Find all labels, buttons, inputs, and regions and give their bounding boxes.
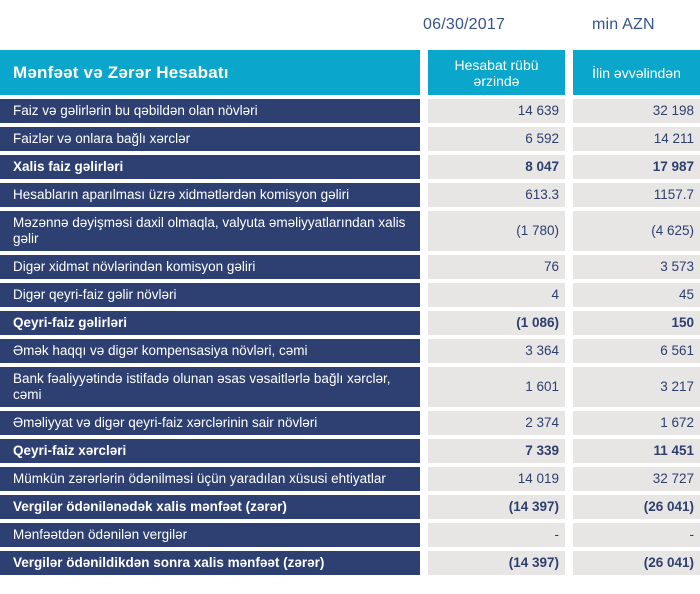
table-row — [0, 465, 700, 493]
cell-ytd: 150 — [569, 309, 700, 337]
row-label: Əmək haqqı və digər kompensasiya növləri, cəmi — [0, 337, 424, 365]
column-header-quarter: Hesabat rübü ərzində — [424, 50, 569, 97]
table-row — [0, 365, 700, 409]
table-row — [0, 181, 700, 209]
table-row — [0, 281, 700, 309]
row-label: Qeyri-faiz xərcləri — [0, 437, 424, 465]
cell-quarter: 8 047 — [424, 153, 569, 181]
cell-quarter: (14 397) — [424, 493, 569, 521]
cell-quarter: 76 — [424, 253, 569, 281]
table-row — [0, 549, 700, 577]
row-label: Xalis faiz gəlirləri — [0, 153, 424, 181]
column-header-ytd: İlin əvvəlindən — [569, 50, 700, 97]
row-label: Faizlər və onlara bağlı xərclər — [0, 125, 424, 153]
report-date: 06/30/2017 — [423, 16, 506, 33]
cell-quarter: 1 601 — [424, 365, 569, 409]
cell-quarter: 7 339 — [424, 437, 569, 465]
table-row — [0, 153, 700, 181]
cell-quarter: 3 364 — [424, 337, 569, 365]
cell-ytd: 11 451 — [569, 437, 700, 465]
table-title: Mənfəət və Zərər Hesabatı — [0, 50, 424, 97]
report-meta-bar — [0, 0, 700, 50]
table-row — [0, 209, 700, 253]
table-row — [0, 337, 700, 365]
row-label: Digər qeyri-faiz gəlir növləri — [0, 281, 424, 309]
cell-quarter: 2 374 — [424, 409, 569, 437]
cell-quarter: 4 — [424, 281, 569, 309]
row-label: Vergilər ödənildikdən sonra xalis mənfəət (zərər) — [0, 549, 424, 577]
row-label: Digər xidmət növlərindən komisyon gəliri — [0, 253, 424, 281]
cell-quarter: 613.3 — [424, 181, 569, 209]
cell-ytd: 3 217 — [569, 365, 700, 409]
cell-ytd: 6 561 — [569, 337, 700, 365]
row-label: Vergilər ödənilənədək xalis mənfəət (zərər) — [0, 493, 424, 521]
cell-quarter: (1 086) — [424, 309, 569, 337]
row-label: Əməliyyat və digər qeyri-faiz xərclərinin sair növləri — [0, 409, 424, 437]
cell-ytd: 3 573 — [569, 253, 700, 281]
table-row — [0, 125, 700, 153]
row-label: Hesabların aparılması üzrə xidmətlərdən komisyon gəliri — [0, 181, 424, 209]
pnl-table — [0, 50, 700, 579]
cell-ytd: 45 — [569, 281, 700, 309]
cell-quarter: (14 397) — [424, 549, 569, 577]
cell-ytd: (26 041) — [569, 493, 700, 521]
cell-ytd: 1157.7 — [569, 181, 700, 209]
cell-quarter: - — [424, 521, 569, 549]
currency-unit: min AZN — [592, 16, 655, 33]
row-label: Qeyri-faiz gəlirləri — [0, 309, 424, 337]
row-label: Bank fəaliyyətində istifadə olunan əsas vəsaitlərlə bağlı xərclər, cəmi — [0, 365, 424, 409]
row-label: Məzənnə dəyişməsi daxil olmaqla, valyuta əməliyyatlarından xalis gəlir — [0, 209, 424, 253]
table-row — [0, 409, 700, 437]
cell-ytd: (4 625) — [569, 209, 700, 253]
cell-quarter: 14 019 — [424, 465, 569, 493]
cell-ytd: 1 672 — [569, 409, 700, 437]
cell-ytd: - — [569, 521, 700, 549]
cell-quarter: (1 780) — [424, 209, 569, 253]
table-row — [0, 253, 700, 281]
table-header — [0, 50, 700, 97]
table-row — [0, 493, 700, 521]
cell-ytd: 32 727 — [569, 465, 700, 493]
cell-ytd: (26 041) — [569, 549, 700, 577]
cell-quarter: 6 592 — [424, 125, 569, 153]
table-body — [0, 97, 700, 577]
header-row — [0, 50, 700, 97]
row-label: Mənfəətdən ödənilən vergilər — [0, 521, 424, 549]
cell-ytd: 14 211 — [569, 125, 700, 153]
table-row — [0, 521, 700, 549]
row-label: Faiz və gəlirlərin bu qəbildən olan növləri — [0, 97, 424, 125]
cell-ytd: 32 198 — [569, 97, 700, 125]
cell-ytd: 17 987 — [569, 153, 700, 181]
table-row — [0, 97, 700, 125]
table-row — [0, 309, 700, 337]
table-row — [0, 437, 700, 465]
row-label: Mümkün zərərlərin ödənilməsi üçün yaradılan xüsusi ehtiyatlar — [0, 465, 424, 493]
cell-quarter: 14 639 — [424, 97, 569, 125]
